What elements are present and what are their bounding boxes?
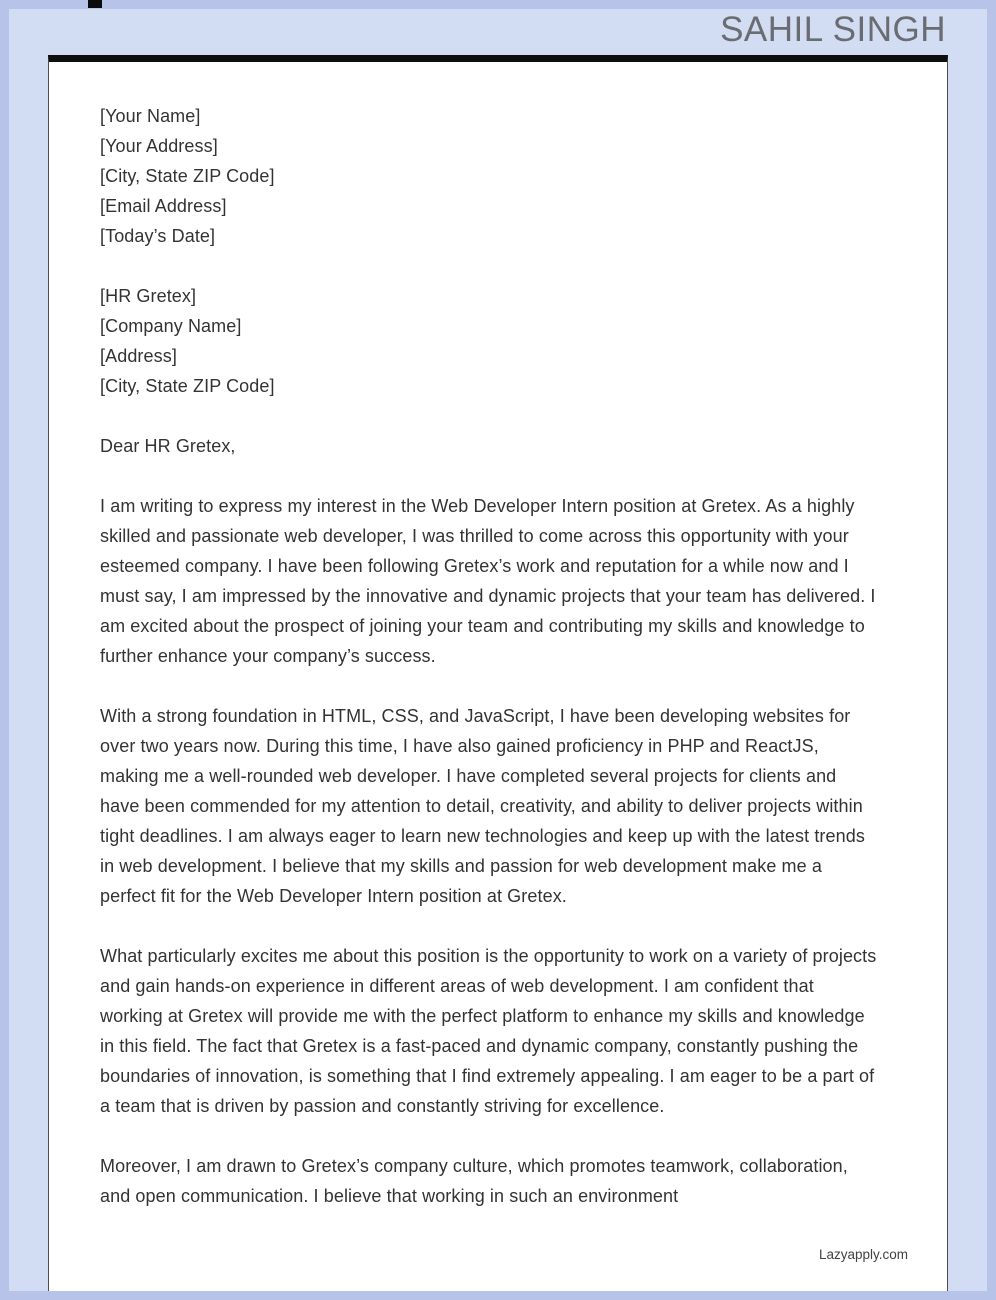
recipient-line-city: [City, State ZIP Code] xyxy=(100,376,275,396)
recipient-line-address: [Address] xyxy=(100,346,177,366)
sender-line-city: [City, State ZIP Code] xyxy=(100,166,275,186)
watermark: Lazyapply.com xyxy=(818,1247,908,1262)
recipient-line-name: [HR Gretex] xyxy=(100,286,197,306)
letter-page xyxy=(48,55,948,1292)
body-paragraph-1: I am writing to express my interest in the Web Developer Intern position at Gretex. As a highly skilled and passionate web developer, I was thrilled to come across this opportunity with your esteemed company. I have been following Gretex’s work and reputation for a while now and I must say, I am impressed by the innovative and dynamic projects that your team has delivered. I am excited about the prospect of joining your team and contributing my skills and knowledge to further enhance your company’s success. xyxy=(100,496,876,666)
corner-mark xyxy=(88,0,102,8)
body-paragraph-2: With a strong foundation in HTML, CSS, and JavaScript, I have been developing websites for over two years now. During this time, I have also gained proficiency in PHP and ReactJS, making me a well-rounded web developer. I have completed several projects for clients and have been commended for my attention to detail, creativity, and ability to deliver projects within tight deadlines. I am always eager to learn new technologies and keep up with the latest trends in web development. I believe that my skills and passion for web development make me a perfect fit for the Web Developer Intern position at Gretex. xyxy=(100,706,865,906)
sender-line-date: [Today’s Date] xyxy=(100,226,216,246)
sender-block xyxy=(100,101,879,251)
sender-line-name: [Your Name] xyxy=(100,106,201,126)
body-paragraph-3: What particularly excites me about this position is the opportunity to work on a variety of projects and gain hands-on experience in different areas of web development. I am confident that working at Gretex will provide me with the perfect platform to enhance my skills and knowledge in this field. The fact that Gretex is a fast-paced and dynamic company, constantly pushing the boundaries of innovation, is something that I find extremely appealing. I am eager to be a part of a team that is driven by passion and constantly striving for excellence. xyxy=(100,946,877,1116)
body-paragraph-4: Moreover, I am drawn to Gretex’s company culture, which promotes teamwork, collaboration, and open communication. I believe that working in such an environment xyxy=(100,1156,848,1206)
sender-line-address: [Your Address] xyxy=(100,136,218,156)
sender-line-email: [Email Address] xyxy=(100,196,227,216)
salutation: Dear HR Gretex, xyxy=(100,436,236,456)
recipient-block xyxy=(100,281,879,401)
author-name: SAHIL SINGH xyxy=(720,10,946,49)
recipient-line-company: [Company Name] xyxy=(100,316,242,336)
